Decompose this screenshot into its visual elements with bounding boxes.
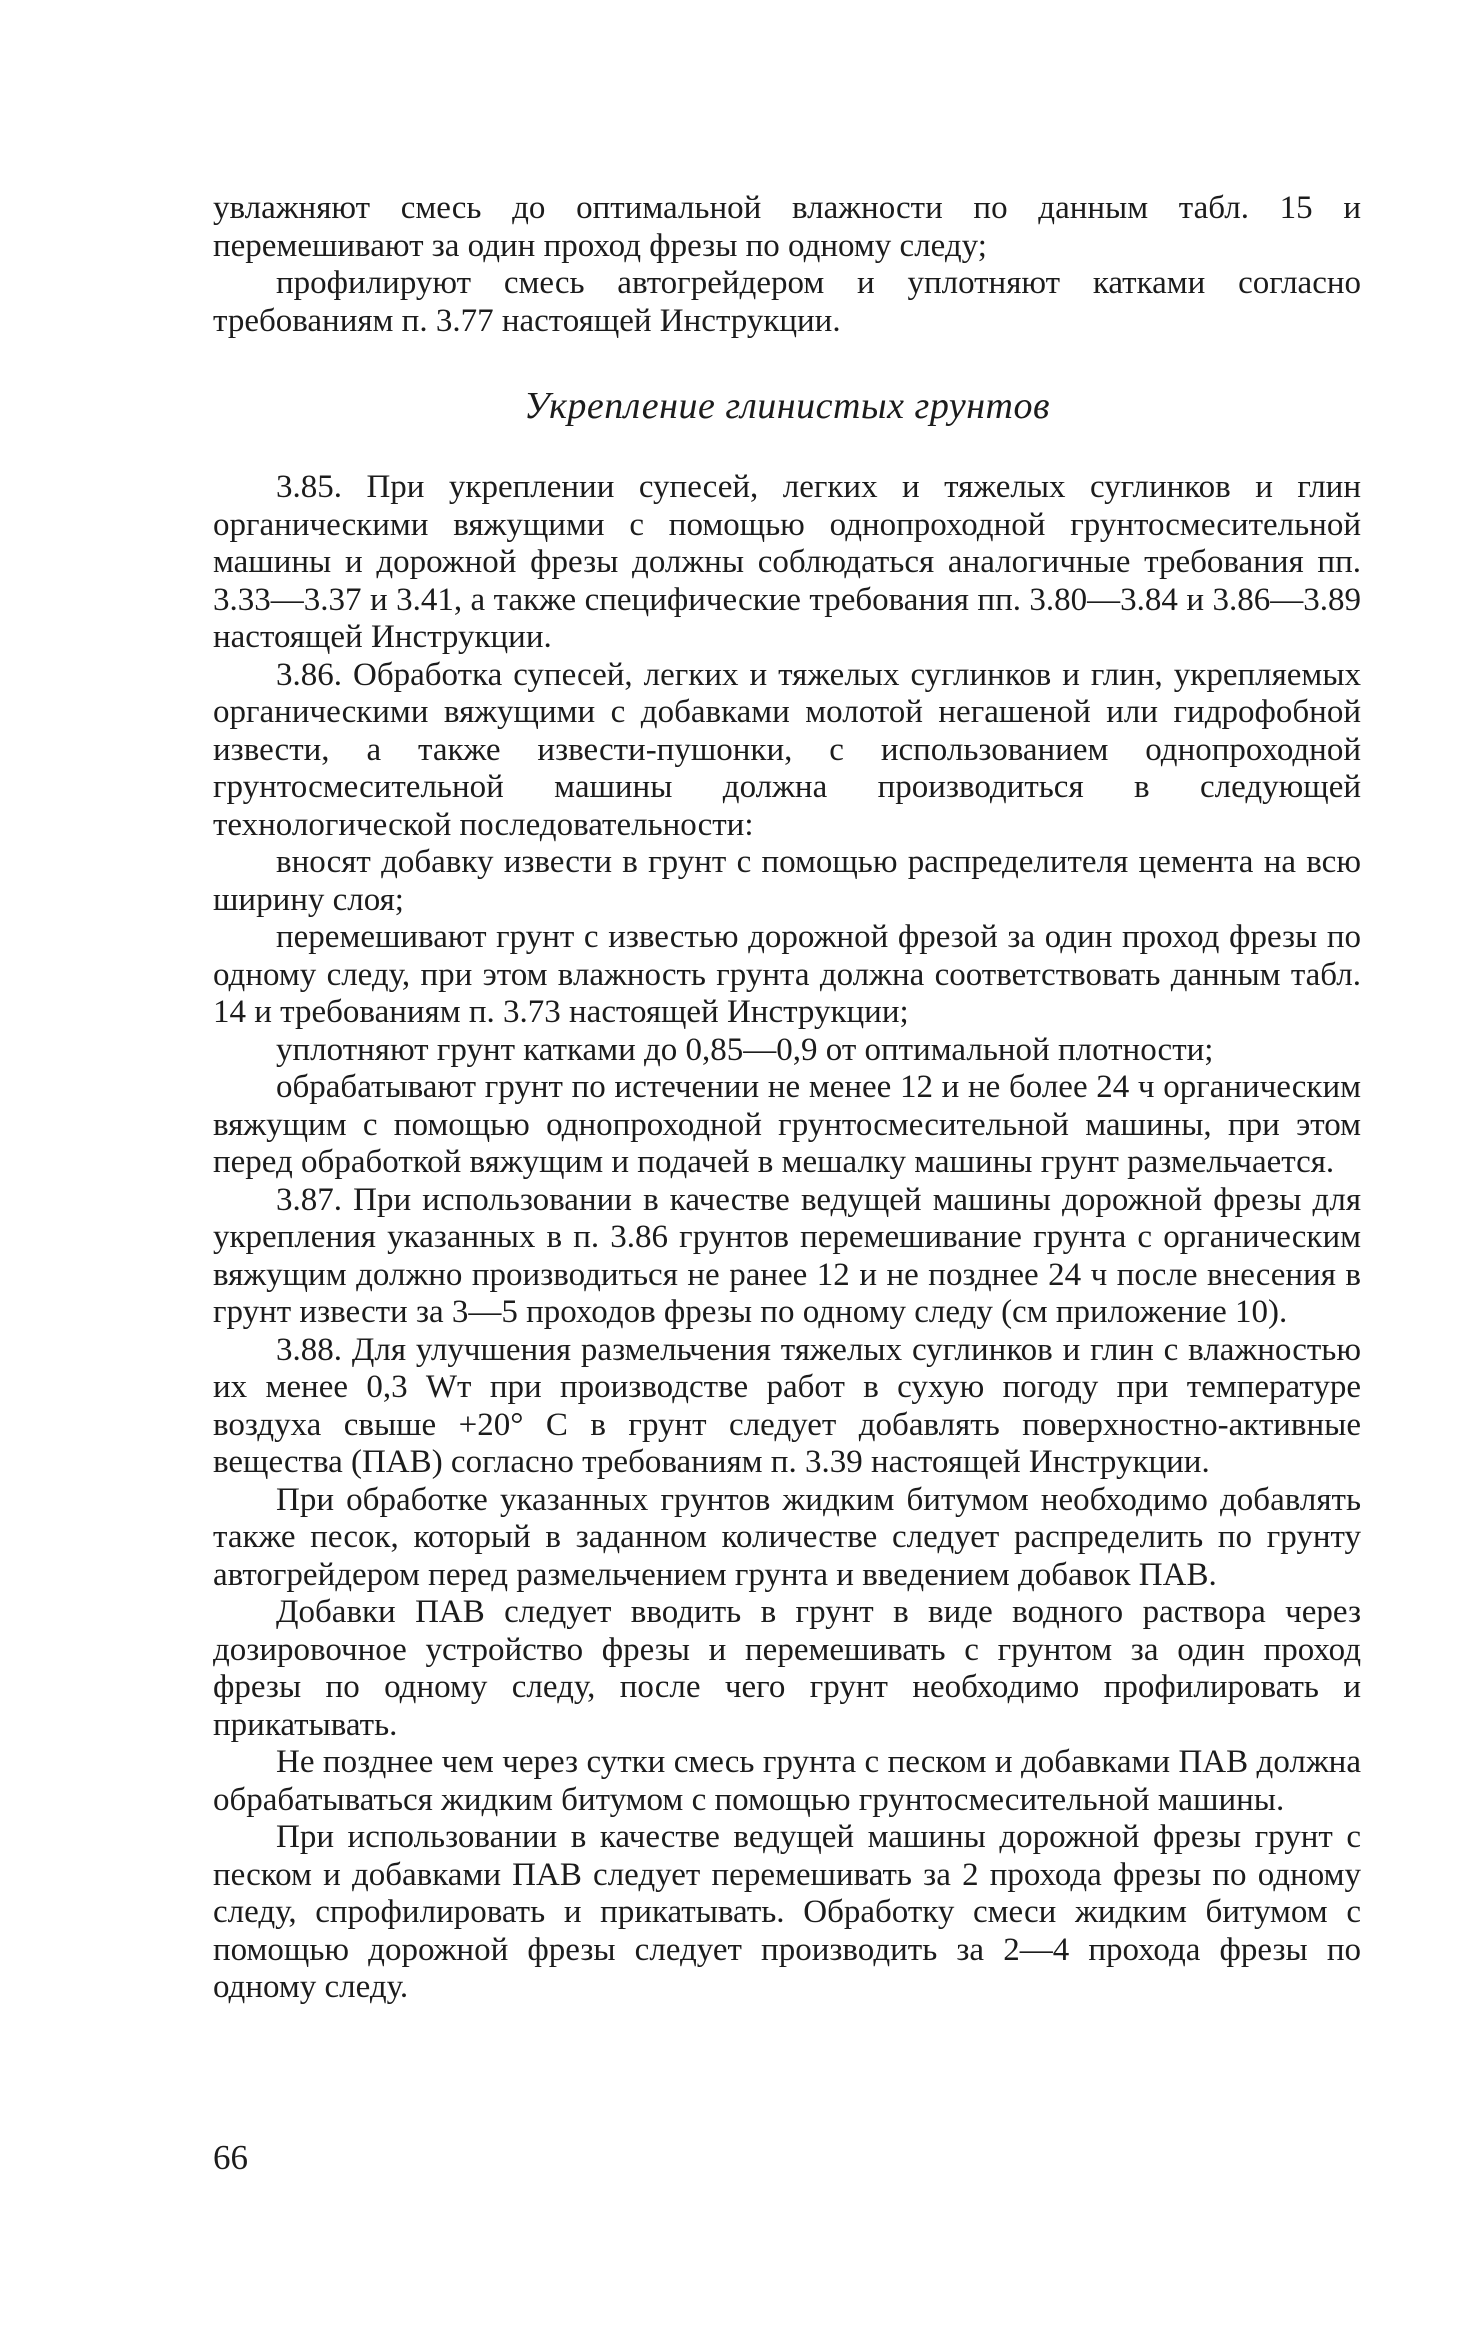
paragraph-intro-moisten: увлажняют смесь до оптимальной влажности по данным табл. 15 и перемешивают за один проход фрезы по одному следу; xyxy=(213,190,1361,264)
paragraph-pav-addition: Добавки ПАВ следует вводить в грунт в виде водного раствора через дозировочное устройство фрезы и перемешивать с грунтом за один проход фрезы по одному следу, после чего грунт необходимо профилировать и прикатывать. xyxy=(213,1594,1361,1743)
paragraph-mill-passes: При использовании в качестве ведущей машины дорожной фрезы грунт с песком и добавками ПАВ следует перемешивать за 2 прохода фрезы по одному следу, спрофилировать и прикатывать. Обработку смеси жидким битумом с помощью дорожной фрезы следует производить за 2—4 прохода фрезы по одному следу. xyxy=(213,1819,1361,2005)
step-mix-lime: перемешивают грунт с известью дорожной фрезой за один проход фрезы по одному следу, при этом влажность грунта должна соответствовать данным табл. 14 и требованиям п. 3.73 настоящей Инструкции; xyxy=(213,919,1361,1030)
paragraph-3-85: 3.85. При укреплении супесей, легких и тяжелых суглинков и глин органическими вяжущими с помощью однопроходной грунтосмесительной машины и дорожной фрезы должны соблюдаться аналогичные требования пп. 3.33—3.37 и 3.41, а также специфические требования пп. 3.80—3.84 и 3.86—3.89 настоящей Инструкции. xyxy=(213,469,1361,655)
paragraph-3-86: 3.86. Обработка супесей, легких и тяжелых суглинков и глин, укрепляемых органическими вяжущими с добавками молотой негашеной или гидрофобной извести, а также извести-пушонки, с использованием однопроходной грунтосмесительной машины должна производиться в следующей технологической последовательности: xyxy=(213,656,1361,843)
page-number: 66 xyxy=(213,2138,248,2177)
paragraph-3-88: 3.88. Для улучшения размельчения тяжелых суглинков и глин с влажностью их менее 0,3 Wт при производстве работ в сухую погоду при температуре воздуха свыше +20° С в грунт следует добавлять поверхностно-активные вещества (ПАВ) согласно требованиям п. 3.39 настоящей Инструкции. xyxy=(213,1331,1361,1480)
paragraph-intro-profile: профилируют смесь автогрейдером и уплотняют катками согласно требованиям п. 3.77 настоящей Инструкции. xyxy=(213,265,1361,339)
step-treat-binder: обрабатывают грунт по истечении не менее 12 и не более 24 ч органическим вяжущим с помощью однопроходной грунтосмесительной машины, при этом перед обработкой вяжущим и подачей в мешалку машины грунт размельчается. xyxy=(213,1069,1361,1180)
step-add-lime: вносят добавку извести в грунт с помощью распределителя цемента на всю ширину слоя; xyxy=(213,844,1361,918)
paragraph-bitumen-treatment: Не позднее чем через сутки смесь грунта с песком и добавками ПАВ должна обрабатываться жидким битумом с помощью грунтосмесительной машины. xyxy=(213,1744,1361,1818)
step-compact: уплотняют грунт катками до 0,85—0,9 от оптимальной плотности; xyxy=(276,1031,1214,1068)
paragraph-3-87: 3.87. При использовании в качестве ведущей машины дорожной фрезы для укрепления указанных в п. 3.86 грунтов перемешивание грунта с органическим вяжущим должно производиться не ранее 12 и не позднее 24 ч после внесения в грунт извести за 3—5 проходов фрезы по одному следу (см приложение 10). xyxy=(213,1181,1361,1330)
paragraph-sand-addition: При обработке указанных грунтов жидким битумом необходимо добавлять также песок, который в заданном количестве следует распределить по грунту автогрейдером перед размельчением грунта и введением добавок ПАВ. xyxy=(213,1481,1361,1593)
section-heading: Укрепление глинистых грунтов xyxy=(524,385,1050,427)
document-page xyxy=(213,190,1361,2007)
